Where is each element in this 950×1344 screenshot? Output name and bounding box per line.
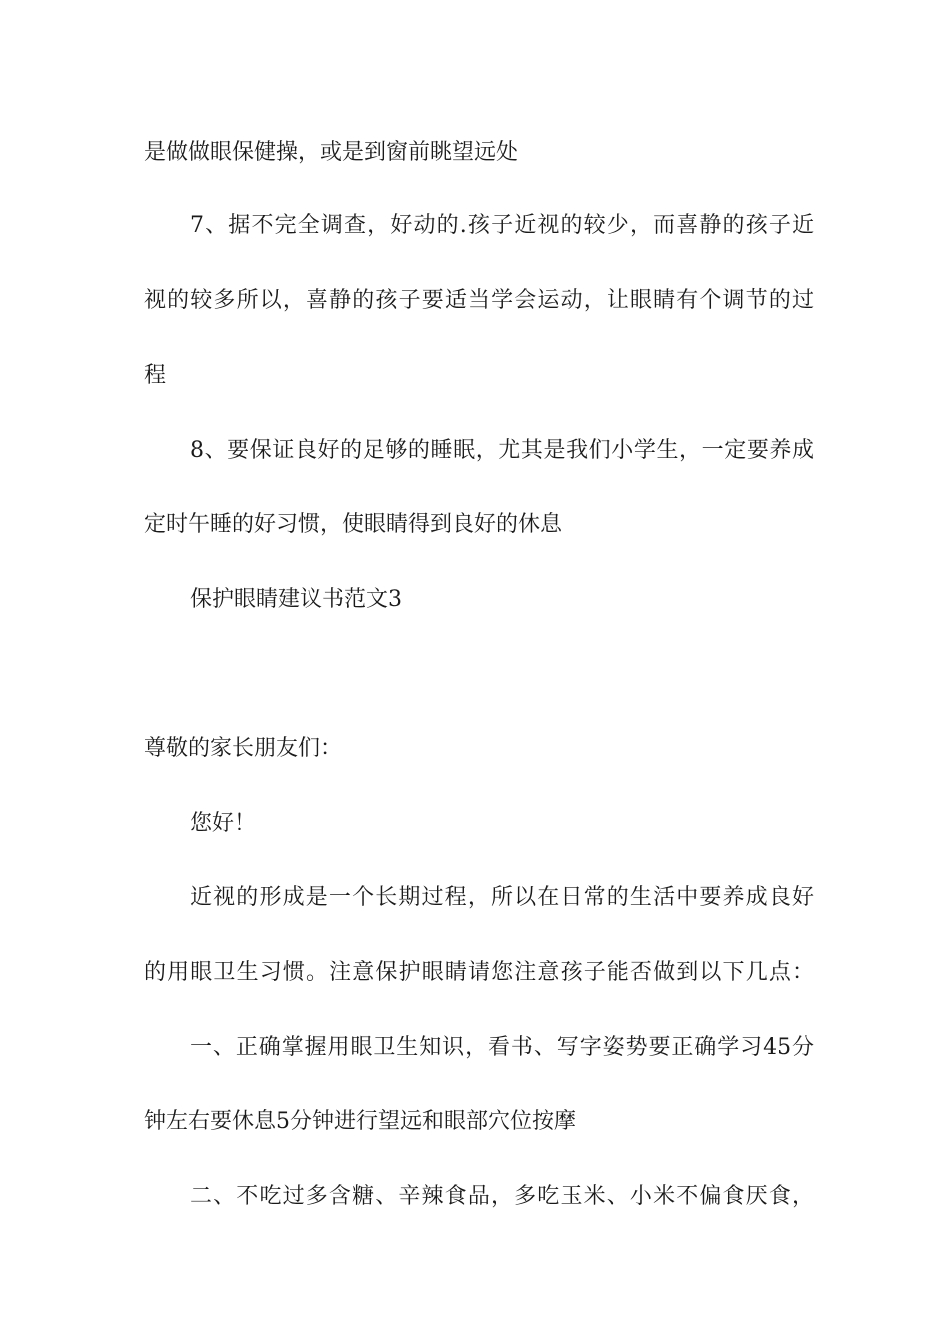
- greeting: 您好！: [190, 811, 257, 836]
- text-line: 程: [144, 363, 167, 388]
- text-line: 定时午睡的好习惯，使眼睛得到良好的休息: [144, 512, 563, 537]
- text-line: 7、据不完全调查，好动的.孩子近视的较少，而喜静的孩子近: [190, 213, 814, 238]
- text-line: 是做做眼保健操，或是到窗前眺望远处: [144, 140, 519, 165]
- salutation: 尊敬的家长朋友们：: [144, 736, 343, 761]
- text-line: 8、要保证良好的足够的睡眠，尤其是我们小学生，一定要养成: [190, 438, 814, 463]
- section-heading: 保护眼睛建议书范文3: [190, 587, 402, 612]
- text-line: 钟左右要休息5分钟进行望远和眼部穴位按摩: [144, 1109, 576, 1134]
- text-line: 近视的形成是一个长期过程，所以在日常的生活中要养成良好: [190, 885, 814, 910]
- text-line: 一、正确掌握用眼卫生知识，看书、写字姿势要正确学习45分: [190, 1035, 814, 1060]
- text-line: 二、不吃过多含糖、辛辣食品，多吃玉米、小米不偏食厌食，: [190, 1184, 814, 1209]
- text-line: 视的较多所以，喜静的孩子要适当学会运动，让眼睛有个调节的过: [144, 288, 814, 313]
- text-line: 的用眼卫生习惯。注意保护眼睛请您注意孩子能否做到以下几点：: [144, 960, 814, 985]
